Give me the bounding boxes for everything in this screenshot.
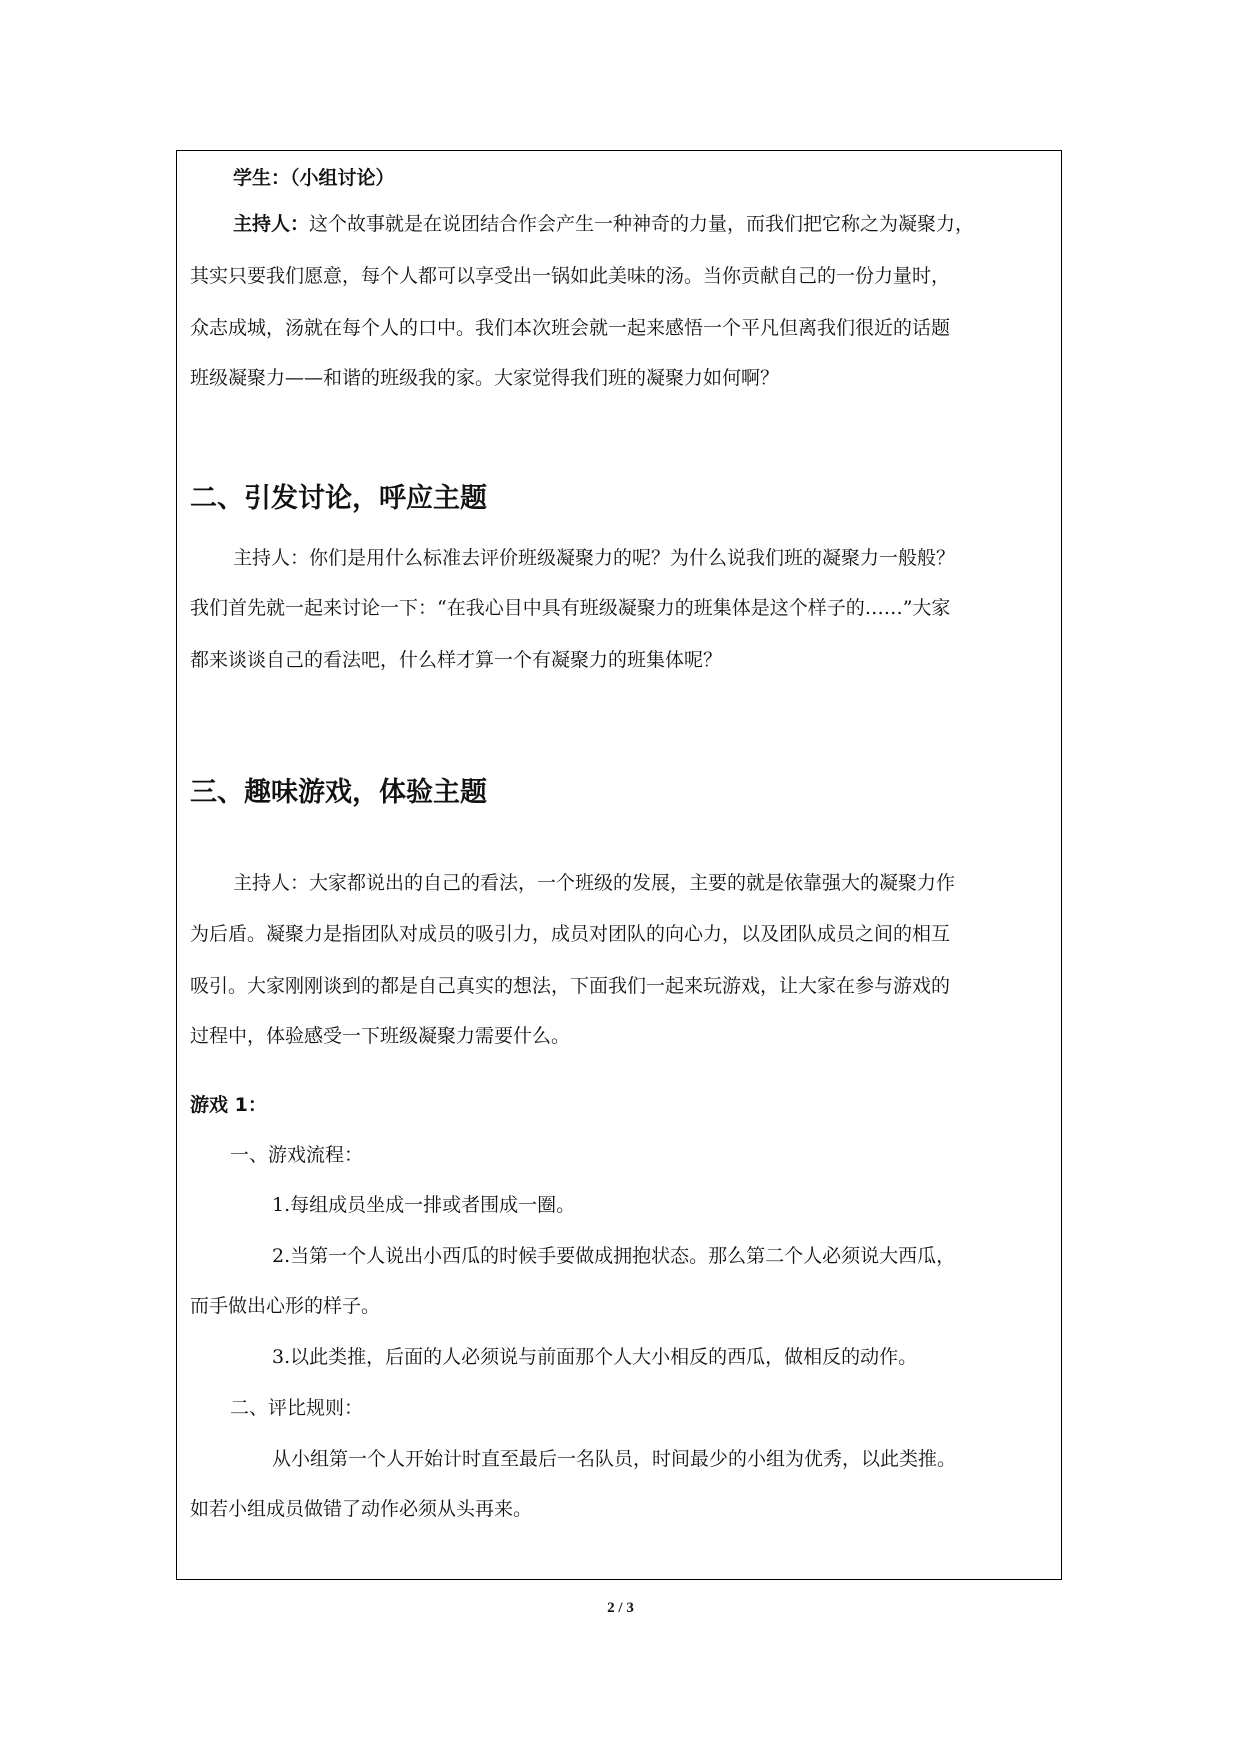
page-number: 2 / 3 — [607, 1600, 634, 1616]
host-paragraph-1-line-1: 主持人：这个故事就是在说团结合作会产生一种神奇的力量，而我们把它称之为凝聚力， — [233, 213, 975, 235]
host-paragraph-3-line-3: 吸引。大家刚刚谈到的都是自己真实的想法，下面我们一起来玩游戏，让大家在参与游戏的 — [190, 975, 951, 997]
host-paragraph-2-line-3: 都来谈谈自己的看法吧，什么样才算一个有凝聚力的班集体呢？ — [190, 649, 723, 671]
student-discussion-line: 学生：（小组讨论） — [233, 167, 395, 189]
game-rules-title: 二、评比规则： — [230, 1397, 364, 1419]
game-step-2-line-1: 2.当第一个人说出小西瓜的时候手要做成拥抱状态。那么第二个人必须说大西瓜， — [272, 1245, 956, 1267]
host-label: 主持人 — [233, 213, 291, 235]
game-1-title: 游戏 1： — [190, 1094, 267, 1116]
host-paragraph-1-line-2: 其实只要我们愿意，每个人都可以享受出一锅如此美味的汤。当你贡献自己的一份力量时， — [190, 265, 951, 287]
game-step-2-line-2: 而手做出心形的样子。 — [190, 1295, 381, 1317]
game-step-3: 3.以此类推，后面的人必须说与前面那个人大小相反的西瓜，做相反的动作。 — [272, 1346, 918, 1368]
game-flow-title: 一、游戏流程： — [230, 1144, 364, 1166]
game-rules-line-2: 如若小组成员做错了动作必须从头再来。 — [190, 1498, 533, 1520]
host-paragraph-3-line-2: 为后盾。凝聚力是指团队对成员的吸引力，成员对团队的向心力，以及团队成员之间的相互 — [190, 923, 951, 945]
host-paragraph-1-text: 这个故事就是在说团结合作会产生一种神奇的力量，而我们把它称之为凝聚力， — [309, 213, 975, 235]
section-heading-3: 三、趣味游戏，体验主题 — [190, 777, 487, 808]
host-paragraph-2-line-2: 我们首先就一起来讨论一下：“在我心目中具有班级凝聚力的班集体是这个样子的……”大家 — [190, 597, 951, 619]
host-paragraph-3-line-1: 主持人：大家都说出的自己的看法，一个班级的发展，主要的就是依靠强大的凝聚力作 — [233, 872, 956, 894]
host-paragraph-3-line-4: 过程中，体验感受一下班级凝聚力需要什么。 — [190, 1025, 571, 1047]
host-paragraph-1-line-3: 众志成城，汤就在每个人的口中。我们本次班会就一起来感悟一个平凡但离我们很近的话题 — [190, 317, 951, 339]
game-step-1: 1.每组成员坐成一排或者围成一圈。 — [272, 1194, 576, 1216]
game-rules-line-1: 从小组第一个人开始计时直至最后一名队员，时间最少的小组为优秀，以此类推。 — [272, 1448, 957, 1470]
section-heading-2: 二、引发讨论，呼应主题 — [190, 483, 487, 514]
host-paragraph-2-line-1: 主持人：你们是用什么标准去评价班级凝聚力的呢？为什么说我们班的凝聚力一般般？ — [233, 547, 956, 569]
host-paragraph-1-line-4: 班级凝聚力——和谐的班级我的家。大家觉得我们班的凝聚力如何啊？ — [190, 367, 780, 389]
